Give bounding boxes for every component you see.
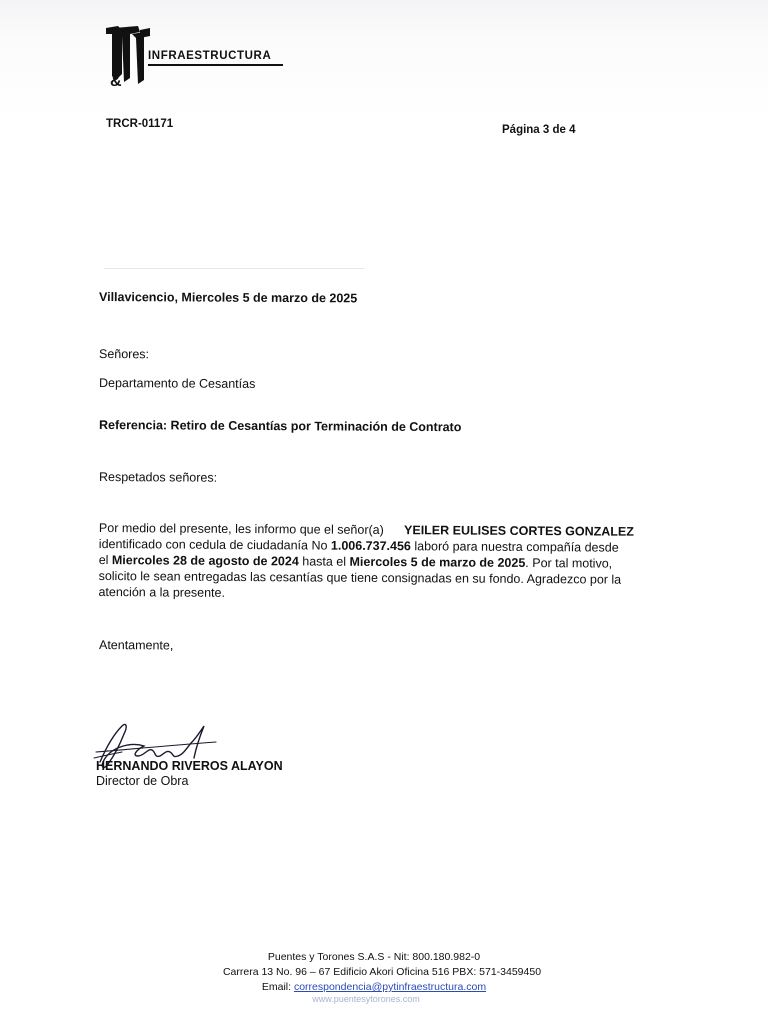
signer-name: HERNANDO RIVEROS ALAYON — [96, 759, 283, 773]
body-text: laboró para nuestra compañía desde — [410, 539, 619, 555]
page-indicator — [502, 124, 576, 136]
end-date: Miercoles 5 de marzo de 2025 — [349, 554, 526, 570]
reference-label: Referencia: — [98, 418, 168, 433]
employee-name: YEILER EULISES CORTES GONZALEZ — [403, 523, 634, 539]
date-line: Villavicencio, Miercoles 5 de marzo de 2025 — [98, 290, 358, 306]
footer-company: Puentes y Torones S.A.S - Nit: 800.180.982-0 — [267, 951, 481, 963]
footer-website[interactable]: www.puentesytorones.com — [312, 994, 420, 1004]
body-paragraph — [98, 520, 639, 604]
closing: Atentamente, — [98, 638, 174, 653]
body-text: Por medio del presente, les informo que el señor(a) — [98, 521, 384, 537]
logo-wordmark: INFRAESTRUCTURA — [148, 50, 272, 62]
body-text: hasta el — [298, 554, 350, 569]
id-number: 1.006.737.456 — [330, 538, 411, 554]
body-text: identificado con cedula de ciudadanía No — [98, 536, 332, 553]
letter-footer — [0, 950, 768, 1010]
body-text: el — [98, 552, 112, 568]
reference-text: Retiro de Cesantías por Terminación de Contrato — [170, 418, 462, 435]
footer-email-label: Email: — [261, 981, 294, 993]
document-code: TRCR-01171 — [106, 118, 174, 130]
signer-title: Director de Obra — [96, 774, 189, 788]
logo-underline — [148, 64, 283, 66]
page-of: de — [552, 124, 566, 136]
page-label: Página — [502, 124, 540, 136]
body-line-5: atención a la presente. — [98, 584, 226, 600]
scan-artifact — [104, 268, 364, 269]
page-number: 3 — [542, 124, 550, 136]
body-line-4: solicito le sean entregadas las cesantías que tiene consignadas en su fondo. Agradezco por la — [98, 568, 622, 587]
salutation: Señores: — [98, 347, 150, 362]
body-text: . Por tal motivo, — [525, 555, 613, 571]
footer-address: Carrera 13 No. 96 – 67 Edificio Akori Oficina 516 PBX: 571-3459450 — [222, 966, 542, 978]
greeting: Respetados señores: — [98, 470, 218, 485]
reference-line — [99, 418, 461, 434]
footer-email-link[interactable]: correspondencia@pytinfraestructura.com — [293, 981, 487, 993]
recipient: Departamento de Cesantías — [98, 376, 256, 391]
logo-ampersand: & — [110, 73, 122, 88]
start-date: Miercoles 28 de agosto de 2024 — [111, 553, 299, 569]
page-total: 4 — [569, 124, 576, 136]
